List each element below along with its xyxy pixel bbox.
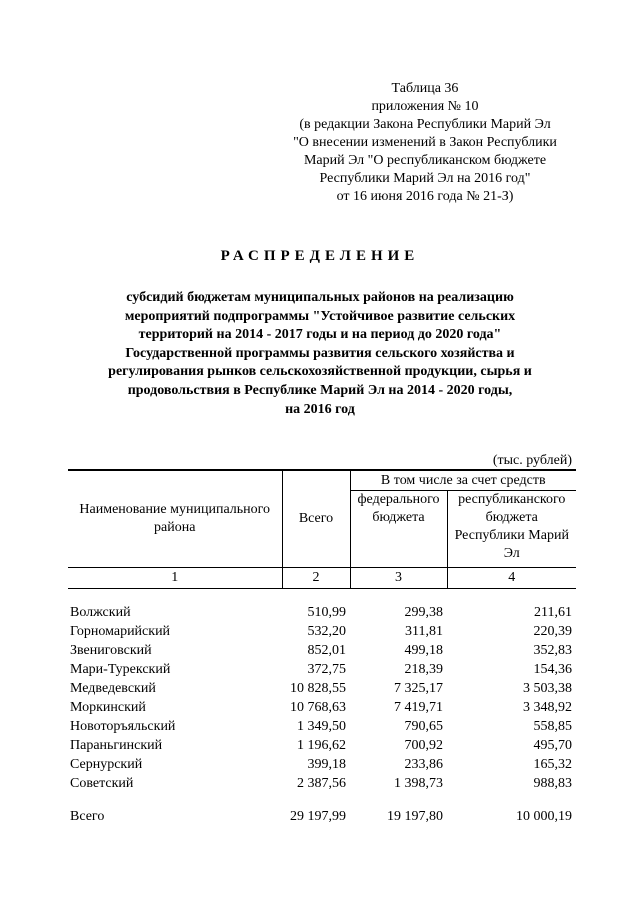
header-line: "О внесении изменений в Закон Республики xyxy=(293,135,557,150)
column-header-federal: федерального бюджета xyxy=(350,491,447,568)
table-row xyxy=(68,717,576,736)
federal-value: 7 419,71 xyxy=(394,700,443,715)
subtitle-line: Государственной программы развития сельского хозяйства и xyxy=(125,345,515,361)
federal-value: 499,18 xyxy=(404,643,443,658)
federal-value: 311,81 xyxy=(405,624,443,639)
column-number: 2 xyxy=(282,568,350,589)
units-label: (тыс. рублей) xyxy=(492,453,572,468)
federal-value: 700,92 xyxy=(404,738,443,753)
header-line: (в редакции Закона Республики Марий Эл xyxy=(299,117,551,132)
total-value: 1 196,62 xyxy=(297,738,346,753)
total-row xyxy=(68,807,576,826)
republic-value: 3 503,38 xyxy=(523,681,573,696)
header-line: Таблица 36 xyxy=(391,81,459,96)
federal-value: 790,65 xyxy=(404,719,443,734)
federal-value: 7 325,17 xyxy=(394,681,443,696)
table-row xyxy=(68,679,576,698)
column-header-name: Наименование муниципального района xyxy=(68,470,282,568)
federal-value: 299,38 xyxy=(404,605,443,620)
total-value: 372,75 xyxy=(307,662,346,677)
subtitle-line: регулирования рынков сельскохозяйственной продукции, сырья и xyxy=(108,364,532,380)
distribution-table xyxy=(68,469,576,826)
republic-value: 211,61 xyxy=(534,605,573,620)
column-number: 3 xyxy=(350,568,447,589)
subtitle-line: территорий на 2014 - 2017 годы и на период до 2020 года" xyxy=(138,327,502,343)
document-title: РАСПРЕДЕЛЕНИЕ xyxy=(220,248,420,264)
total-value: 399,18 xyxy=(307,757,346,772)
total-value: 852,01 xyxy=(307,643,346,658)
district-name: Новоторъяльский xyxy=(70,719,176,734)
total-label: Всего xyxy=(70,809,105,824)
federal-value: 218,39 xyxy=(404,662,443,677)
district-name: Горномарийский xyxy=(70,624,171,639)
column-header-republic: республиканского бюджета Республики Марий Эл xyxy=(447,491,576,568)
subtitle-line: продовольствия в Республике Марий Эл на 2014 - 2020 годы, xyxy=(127,382,513,398)
district-name: Медведевский xyxy=(70,681,156,696)
table-row xyxy=(68,622,576,641)
district-name: Моркинский xyxy=(70,700,146,715)
total-value: 10 768,63 xyxy=(290,700,346,715)
republic-value: 495,70 xyxy=(533,738,573,753)
column-number: 4 xyxy=(447,568,576,589)
republic-value: 352,83 xyxy=(533,643,573,658)
republic-value: 165,32 xyxy=(533,757,573,772)
district-name: Волжский xyxy=(70,605,131,620)
column-number: 1 xyxy=(68,568,282,589)
district-name: Параньгинский xyxy=(70,738,163,753)
column-group-header: В том числе за счет средств xyxy=(350,470,576,491)
total-value: 2 387,56 xyxy=(297,776,346,791)
table-row xyxy=(68,660,576,679)
header-line: Марий Эл "О республиканском бюджете xyxy=(303,153,547,168)
table-row xyxy=(68,736,576,755)
table-row xyxy=(68,774,576,793)
table-row xyxy=(68,641,576,660)
subtitle-line: субсидий бюджетам муниципальных районов на реализацию xyxy=(126,290,514,305)
republic-value: 988,83 xyxy=(533,776,573,791)
republic-value: 3 348,92 xyxy=(523,700,573,715)
district-name: Звениговский xyxy=(70,643,152,658)
document-subtitle xyxy=(40,289,600,419)
column-header-total: Всего xyxy=(282,470,350,568)
header-line: Республики Марий Эл на 2016 год" xyxy=(319,171,531,186)
header-line: от 16 июня 2016 года № 21-З) xyxy=(336,189,514,204)
district-name: Советский xyxy=(70,776,134,791)
header-line: приложения № 10 xyxy=(371,99,479,114)
federal-value: 1 398,73 xyxy=(394,776,443,791)
total-value: 532,20 xyxy=(307,624,346,639)
table-row xyxy=(68,755,576,774)
district-name: Мари-Турекский xyxy=(70,662,171,677)
federal-total-value: 19 197,80 xyxy=(387,809,443,824)
table-reference-header xyxy=(270,80,580,206)
republic-value: 558,85 xyxy=(533,719,573,734)
grand-total-value: 29 197,99 xyxy=(290,809,346,824)
table-row xyxy=(68,698,576,717)
republic-value: 220,39 xyxy=(533,624,573,639)
district-name: Сернурский xyxy=(70,757,143,772)
federal-value: 233,86 xyxy=(404,757,443,772)
total-value: 1 349,50 xyxy=(297,719,346,734)
subtitle-line: на 2016 год xyxy=(285,401,355,417)
total-value: 10 828,55 xyxy=(290,681,346,696)
republic-total-value: 10 000,19 xyxy=(516,809,573,824)
total-value: 510,99 xyxy=(307,605,346,620)
subtitle-line: мероприятий подпрограммы "Устойчивое развитие сельских xyxy=(124,308,516,324)
republic-value: 154,36 xyxy=(533,662,573,677)
table-row xyxy=(68,603,576,622)
